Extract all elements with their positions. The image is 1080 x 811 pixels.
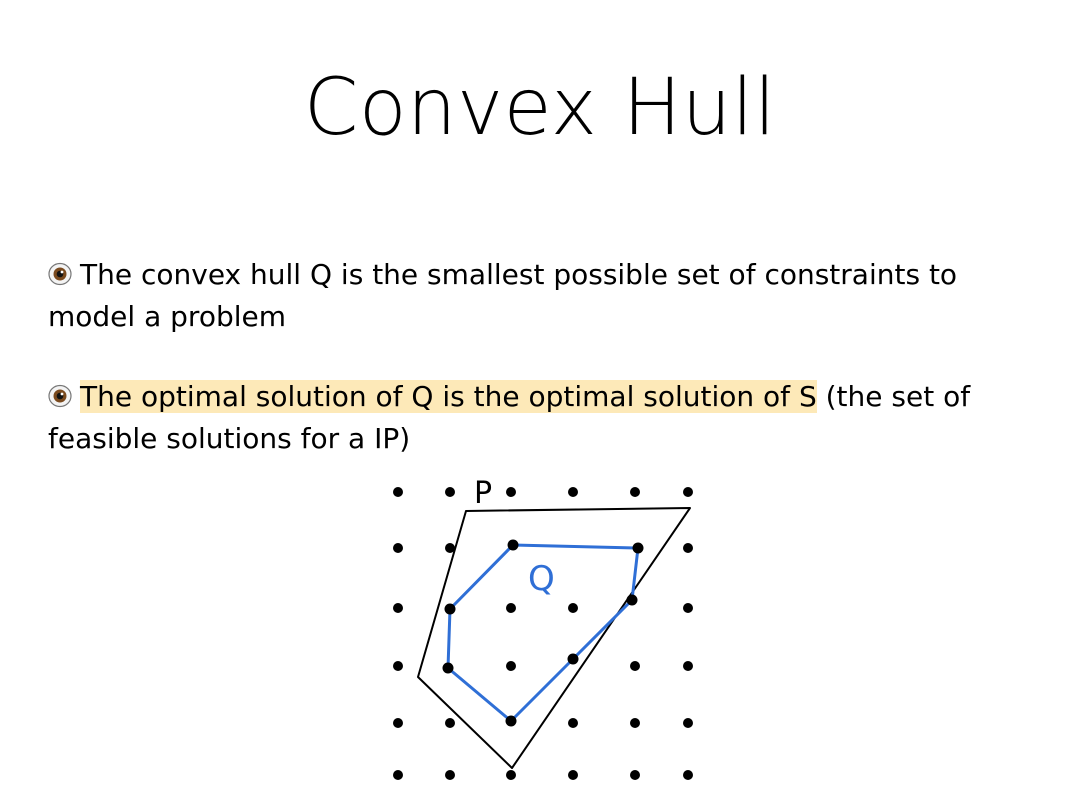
lattice-point	[393, 718, 403, 728]
bullet2-text-rest: (the set of feasible solutions for a	[48, 380, 971, 455]
lattice-point	[445, 487, 455, 497]
lattice-point	[630, 770, 640, 780]
lattice-point	[568, 603, 578, 613]
bullet1-text-end: is the smallest possible set of constraints to model a problem	[48, 258, 958, 333]
bullet2-highlight-middle: is the optimal solution of	[433, 380, 799, 413]
lattice-point	[393, 543, 403, 553]
bullet2-q-symbol: Q	[411, 380, 434, 413]
lattice-point	[393, 487, 403, 497]
lattice-point	[506, 487, 516, 497]
lattice-point	[393, 770, 403, 780]
lattice-point	[683, 603, 693, 613]
eye-icon	[48, 256, 72, 280]
bullet2-text-end: )	[399, 422, 411, 455]
lattice-point	[568, 718, 578, 728]
lattice-point	[506, 603, 516, 613]
bullet1-text-start: The convex hull	[80, 258, 310, 291]
label-p: P	[474, 476, 493, 511]
lattice-point	[630, 661, 640, 671]
convex-hull-sketch	[370, 462, 710, 807]
lattice-point	[506, 661, 516, 671]
lattice-point	[568, 487, 578, 497]
lattice-points	[393, 487, 693, 780]
bullet2-highlight-start: The optimal solution of	[80, 380, 412, 413]
lattice-diagram	[370, 462, 710, 807]
lattice-point	[683, 661, 693, 671]
lattice-point	[683, 543, 693, 553]
lattice-point	[568, 770, 578, 780]
lattice-point	[393, 603, 403, 613]
label-q: Q	[528, 559, 555, 599]
lattice-point	[630, 487, 640, 497]
lattice-point	[393, 661, 403, 671]
bullet1-q-symbol: Q	[309, 258, 333, 291]
bullet2-s-symbol: S	[798, 380, 817, 413]
lattice-point	[683, 718, 693, 728]
highlighted-statement	[80, 380, 817, 413]
slide-title: Convex Hull	[303, 63, 777, 153]
lattice-point	[445, 718, 455, 728]
lattice-point	[445, 770, 455, 780]
bullet2-ip-symbol: IP	[374, 422, 400, 455]
lattice-point	[683, 487, 693, 497]
eye-icon	[48, 378, 72, 402]
bullet-optimal-solution	[48, 376, 1048, 460]
bullet-convex-hull-definition	[48, 254, 1048, 338]
lattice-point	[683, 770, 693, 780]
lattice-point	[506, 770, 516, 780]
lattice-point	[630, 718, 640, 728]
